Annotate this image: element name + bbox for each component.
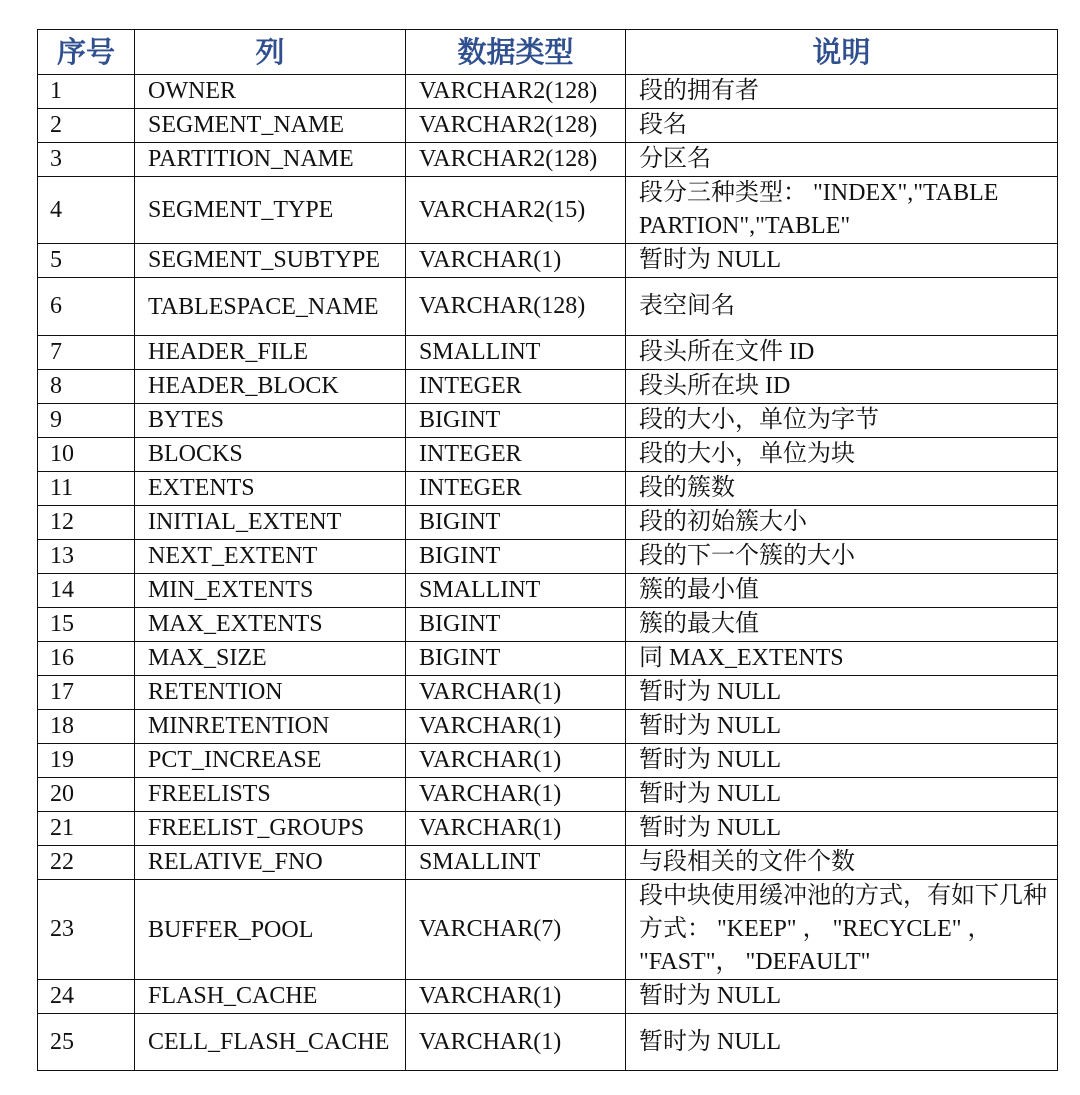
header-datatype: 数据类型 xyxy=(406,30,626,75)
table-row xyxy=(38,143,1058,177)
data-type-text: VARCHAR(1) xyxy=(419,1028,562,1055)
data-type xyxy=(406,438,626,472)
column-name xyxy=(135,336,406,370)
segments-table xyxy=(37,29,1058,1071)
row-number-text: 16 xyxy=(50,645,74,671)
row-number-text: 5 xyxy=(50,247,62,273)
column-name-text: MAX_EXTENTS xyxy=(148,611,323,637)
data-type xyxy=(406,370,626,404)
table-row xyxy=(38,278,1058,336)
row-number-text: 18 xyxy=(50,713,74,739)
description-text: 段的大小，单位为字节 xyxy=(639,407,879,433)
description-text: 暂时为 NULL xyxy=(639,679,781,705)
data-type xyxy=(406,812,626,846)
description xyxy=(626,336,1058,370)
row-number xyxy=(38,472,135,506)
data-type xyxy=(406,109,626,143)
column-name xyxy=(135,710,406,744)
data-type-text: BIGINT xyxy=(419,543,501,569)
description xyxy=(626,540,1058,574)
row-number-text: 24 xyxy=(50,983,74,1009)
description-text: 段分三种类型： "INDEX","TABLE PARTION","TABLE" xyxy=(639,180,999,239)
description xyxy=(626,676,1058,710)
description xyxy=(626,244,1058,278)
data-type-text: VARCHAR(1) xyxy=(419,247,562,273)
description-text: 暂时为 NULL xyxy=(639,815,781,841)
data-type-text: VARCHAR(7) xyxy=(419,916,562,942)
row-number xyxy=(38,143,135,177)
description-text: 同 MAX_EXTENTS xyxy=(639,645,844,671)
description xyxy=(626,980,1058,1014)
row-number xyxy=(38,846,135,880)
data-type-text: SMALLINT xyxy=(419,849,541,875)
column-name-text: BYTES xyxy=(148,407,225,433)
data-type xyxy=(406,540,626,574)
table-row xyxy=(38,370,1058,404)
column-name-text: INITIAL_EXTENT xyxy=(148,509,342,535)
column-name-text: TABLESPACE_NAME xyxy=(148,293,379,320)
column-name xyxy=(135,472,406,506)
column-name-text: BLOCKS xyxy=(148,441,243,467)
row-number-text: 11 xyxy=(50,475,74,501)
table-header-row xyxy=(38,30,1058,75)
column-name xyxy=(135,109,406,143)
description-text: 段的簇数 xyxy=(639,475,735,501)
description-text: 暂时为 NULL xyxy=(639,1028,781,1055)
data-type xyxy=(406,880,626,980)
table-row xyxy=(38,540,1058,574)
description-text: 簇的最小值 xyxy=(639,577,759,603)
column-name xyxy=(135,177,406,244)
description xyxy=(626,177,1058,244)
row-number xyxy=(38,642,135,676)
data-type-text: VARCHAR(1) xyxy=(419,983,562,1009)
data-type-text: BIGINT xyxy=(419,645,501,671)
row-number-text: 10 xyxy=(50,441,74,467)
column-name-text: RETENTION xyxy=(148,679,283,705)
description-text: 段的大小，单位为块 xyxy=(639,441,855,467)
data-type xyxy=(406,846,626,880)
data-type xyxy=(406,676,626,710)
description xyxy=(626,574,1058,608)
row-number xyxy=(38,778,135,812)
data-type xyxy=(406,744,626,778)
data-type xyxy=(406,336,626,370)
data-type-text: VARCHAR(1) xyxy=(419,713,562,739)
row-number xyxy=(38,244,135,278)
column-name xyxy=(135,540,406,574)
column-name-text: HEADER_BLOCK xyxy=(148,373,339,399)
description xyxy=(626,109,1058,143)
data-type xyxy=(406,244,626,278)
column-name-text: PCT_INCREASE xyxy=(148,747,322,773)
row-number-text: 4 xyxy=(50,196,62,223)
row-number-text: 3 xyxy=(50,146,62,172)
row-number xyxy=(38,710,135,744)
table-row xyxy=(38,608,1058,642)
column-name xyxy=(135,370,406,404)
table-row xyxy=(38,472,1058,506)
column-name-text: SEGMENT_SUBTYPE xyxy=(148,247,381,273)
header-description: 说明 xyxy=(626,30,1058,75)
description xyxy=(626,880,1058,980)
column-name xyxy=(135,676,406,710)
row-number xyxy=(38,75,135,109)
table-row xyxy=(38,404,1058,438)
description-text: 暂时为 NULL xyxy=(639,713,781,739)
column-name-text: SEGMENT_NAME xyxy=(148,112,344,138)
data-type-text: BIGINT xyxy=(419,407,501,433)
table-body xyxy=(38,75,1058,1071)
data-type-text: VARCHAR2(128) xyxy=(419,112,598,138)
data-type-text: INTEGER xyxy=(419,441,522,467)
row-number xyxy=(38,880,135,980)
column-name-text: FREELISTS xyxy=(148,781,271,807)
column-name xyxy=(135,438,406,472)
row-number xyxy=(38,608,135,642)
column-name-text: SEGMENT_TYPE xyxy=(148,197,334,223)
row-number xyxy=(38,540,135,574)
row-number-text: 21 xyxy=(50,815,74,841)
table-row xyxy=(38,1014,1058,1071)
description-text: 簇的最大值 xyxy=(639,611,759,637)
description-text: 暂时为 NULL xyxy=(639,747,781,773)
row-number-text: 13 xyxy=(50,543,74,569)
column-name-text: MINRETENTION xyxy=(148,713,330,739)
column-name xyxy=(135,574,406,608)
description xyxy=(626,1014,1058,1071)
description-text: 段头所在文件 ID xyxy=(639,339,815,365)
description xyxy=(626,75,1058,109)
column-name-text: FREELIST_GROUPS xyxy=(148,815,365,841)
data-type xyxy=(406,75,626,109)
description-text: 段头所在块 ID xyxy=(639,373,791,399)
column-name-text: HEADER_FILE xyxy=(148,339,308,365)
description xyxy=(626,278,1058,336)
data-type xyxy=(406,404,626,438)
column-name xyxy=(135,506,406,540)
description xyxy=(626,404,1058,438)
row-number-text: 23 xyxy=(50,916,74,942)
column-name-text: FLASH_CACHE xyxy=(148,983,318,1009)
data-type xyxy=(406,608,626,642)
table-row xyxy=(38,744,1058,778)
row-number xyxy=(38,1014,135,1071)
table-row xyxy=(38,778,1058,812)
data-type xyxy=(406,472,626,506)
data-type-text: VARCHAR(1) xyxy=(419,679,562,705)
description xyxy=(626,710,1058,744)
data-type xyxy=(406,177,626,244)
row-number-text: 25 xyxy=(50,1028,74,1055)
data-type xyxy=(406,778,626,812)
description xyxy=(626,812,1058,846)
row-number-text: 15 xyxy=(50,611,74,637)
row-number-text: 19 xyxy=(50,747,74,773)
column-name-text: CELL_FLASH_CACHE xyxy=(148,1029,390,1055)
data-type xyxy=(406,143,626,177)
description-text: 段名 xyxy=(639,112,687,138)
header-no: 序号 xyxy=(38,30,135,75)
column-name-text: PARTITION_NAME xyxy=(148,146,354,172)
row-number-text: 12 xyxy=(50,509,74,535)
data-type-text: BIGINT xyxy=(419,509,501,535)
column-name xyxy=(135,846,406,880)
column-name xyxy=(135,608,406,642)
table-row xyxy=(38,642,1058,676)
data-type xyxy=(406,506,626,540)
data-type-text: SMALLINT xyxy=(419,577,541,603)
description xyxy=(626,143,1058,177)
row-number xyxy=(38,278,135,336)
data-type-text: SMALLINT xyxy=(419,339,541,365)
data-type-text: INTEGER xyxy=(419,475,522,501)
table-row xyxy=(38,880,1058,980)
table-row xyxy=(38,506,1058,540)
column-name xyxy=(135,642,406,676)
data-type xyxy=(406,642,626,676)
table-row xyxy=(38,336,1058,370)
data-type-text: VARCHAR2(15) xyxy=(419,196,586,223)
column-name xyxy=(135,744,406,778)
table-row xyxy=(38,75,1058,109)
table-row xyxy=(38,109,1058,143)
data-type-text: BIGINT xyxy=(419,611,501,637)
description-text: 分区名 xyxy=(639,146,711,172)
row-number xyxy=(38,812,135,846)
row-number-text: 22 xyxy=(50,849,74,875)
row-number-text: 20 xyxy=(50,781,74,807)
row-number xyxy=(38,109,135,143)
table-row xyxy=(38,710,1058,744)
row-number-text: 17 xyxy=(50,679,74,705)
data-type-text: INTEGER xyxy=(419,373,522,399)
table-row xyxy=(38,676,1058,710)
data-type-text: VARCHAR2(128) xyxy=(419,78,598,104)
table-row xyxy=(38,980,1058,1014)
column-name xyxy=(135,143,406,177)
description-text: 段的拥有者 xyxy=(639,78,759,104)
row-number xyxy=(38,676,135,710)
row-number xyxy=(38,574,135,608)
column-name xyxy=(135,404,406,438)
data-type-text: VARCHAR2(128) xyxy=(419,146,598,172)
column-name xyxy=(135,75,406,109)
row-number-text: 9 xyxy=(50,407,62,433)
data-type xyxy=(406,710,626,744)
column-name-text: RELATIVE_FNO xyxy=(148,849,323,875)
column-name-text: BUFFER_POOL xyxy=(148,916,314,943)
row-number-text: 7 xyxy=(50,339,62,365)
column-name xyxy=(135,880,406,980)
column-name xyxy=(135,1014,406,1071)
description-text: 段的下一个簇的大小 xyxy=(639,543,855,569)
row-number xyxy=(38,744,135,778)
table-row xyxy=(38,574,1058,608)
row-number xyxy=(38,177,135,244)
description xyxy=(626,472,1058,506)
description xyxy=(626,506,1058,540)
description xyxy=(626,370,1058,404)
data-type xyxy=(406,278,626,336)
column-name-text: EXTENTS xyxy=(148,475,255,501)
description xyxy=(626,744,1058,778)
column-name-text: NEXT_EXTENT xyxy=(148,543,318,569)
table-row xyxy=(38,438,1058,472)
data-type xyxy=(406,574,626,608)
row-number-text: 2 xyxy=(50,112,62,138)
table-row xyxy=(38,177,1058,244)
column-name xyxy=(135,980,406,1014)
description-text: 暂时为 NULL xyxy=(639,247,781,273)
row-number-text: 6 xyxy=(50,293,62,319)
header-column: 列 xyxy=(135,30,406,75)
description xyxy=(626,642,1058,676)
data-type xyxy=(406,980,626,1014)
description-text: 暂时为 NULL xyxy=(639,983,781,1009)
row-number-text: 1 xyxy=(50,78,62,104)
table-row xyxy=(38,846,1058,880)
row-number xyxy=(38,404,135,438)
description-text: 段的初始簇大小 xyxy=(639,509,807,535)
table-row xyxy=(38,812,1058,846)
row-number xyxy=(38,438,135,472)
description-text: 表空间名 xyxy=(639,293,735,319)
data-type xyxy=(406,1014,626,1071)
row-number-text: 8 xyxy=(50,373,62,399)
row-number-text: 14 xyxy=(50,577,74,603)
column-name xyxy=(135,244,406,278)
description xyxy=(626,608,1058,642)
data-type-text: VARCHAR(1) xyxy=(419,781,562,807)
data-type-text: VARCHAR(1) xyxy=(419,747,562,773)
description-text: 暂时为 NULL xyxy=(639,781,781,807)
table-row xyxy=(38,244,1058,278)
description-text: 与段相关的文件个数 xyxy=(639,849,855,875)
column-name-text: MAX_SIZE xyxy=(148,645,267,671)
row-number xyxy=(38,370,135,404)
column-name xyxy=(135,278,406,336)
data-type-text: VARCHAR(128) xyxy=(419,293,586,319)
column-name-text: MIN_EXTENTS xyxy=(148,577,314,603)
description xyxy=(626,846,1058,880)
column-name-text: OWNER xyxy=(148,78,236,104)
data-type-text: VARCHAR(1) xyxy=(419,815,562,841)
row-number xyxy=(38,336,135,370)
row-number xyxy=(38,506,135,540)
column-name xyxy=(135,778,406,812)
description-text: 段中块使用缓冲池的方式，有如下几种方式： "KEEP" ， "RECYCLE" ， "FAST"， "DEFAULT" xyxy=(639,883,1047,975)
description xyxy=(626,438,1058,472)
description xyxy=(626,778,1058,812)
row-number xyxy=(38,980,135,1014)
column-name xyxy=(135,812,406,846)
